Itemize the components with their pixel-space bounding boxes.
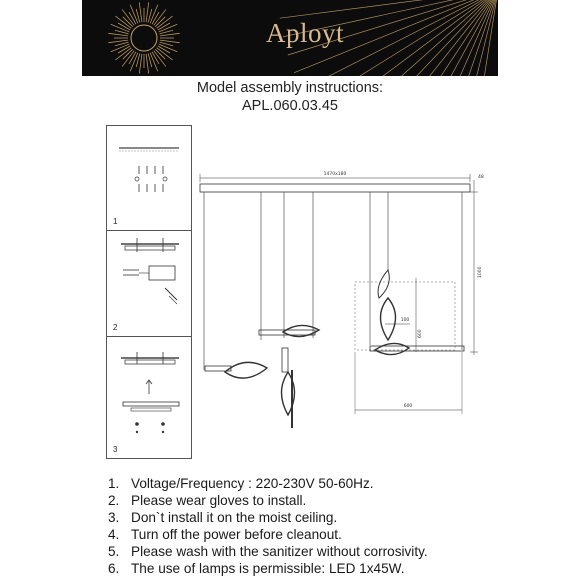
note-item: 3. Don`t install it on the moist ceiling. xyxy=(108,509,338,525)
dim-leaf-width: 100 xyxy=(400,318,410,323)
dim-ring-width: 600 xyxy=(403,404,413,409)
step-3-number: 3 xyxy=(113,445,118,454)
page-title: Model assembly instructions: xyxy=(196,80,384,96)
step-1-panel xyxy=(107,126,191,231)
technical-drawing xyxy=(195,160,490,430)
assembly-steps-panel xyxy=(106,125,192,459)
note-item: 4. Turn off the power before cleanout. xyxy=(108,526,342,542)
leaf-5 xyxy=(375,343,409,354)
leaf-6 xyxy=(378,270,389,298)
dim-drop-height: 1000 xyxy=(478,266,483,278)
note-item: 6. The use of lamps is permissible: LED 1x45W. xyxy=(108,560,405,576)
leaf-4 xyxy=(381,298,396,340)
canopy-bar xyxy=(200,184,470,192)
light-arm-4 xyxy=(370,346,464,351)
note-item: 1. Voltage/Frequency : 220-230V 50-60Hz. xyxy=(108,476,374,491)
dim-top-length: 1470x180 xyxy=(323,172,347,177)
dim-canopy-height: 48 xyxy=(478,175,484,180)
step-1-number: 1 xyxy=(113,217,118,226)
note-item: 5. Please wash with the sanitizer without corrosivity. xyxy=(108,543,428,559)
light-arm-3 xyxy=(282,348,288,372)
step-2-number: 2 xyxy=(113,323,118,332)
model-number: APL.060.03.45 xyxy=(242,98,338,114)
step-2-panel xyxy=(107,230,191,337)
header-banner xyxy=(82,0,498,76)
dim-leaf-height: 600 xyxy=(418,329,423,338)
wiring-diagram xyxy=(107,230,191,325)
step-3-panel xyxy=(107,336,191,458)
ceiling-screws-diagram xyxy=(107,126,191,216)
note-item: 2. Please wear gloves to install. xyxy=(108,492,307,508)
notes-list xyxy=(108,476,428,577)
brand-name: Aployt xyxy=(266,18,345,48)
mounting-diagram xyxy=(107,336,191,444)
